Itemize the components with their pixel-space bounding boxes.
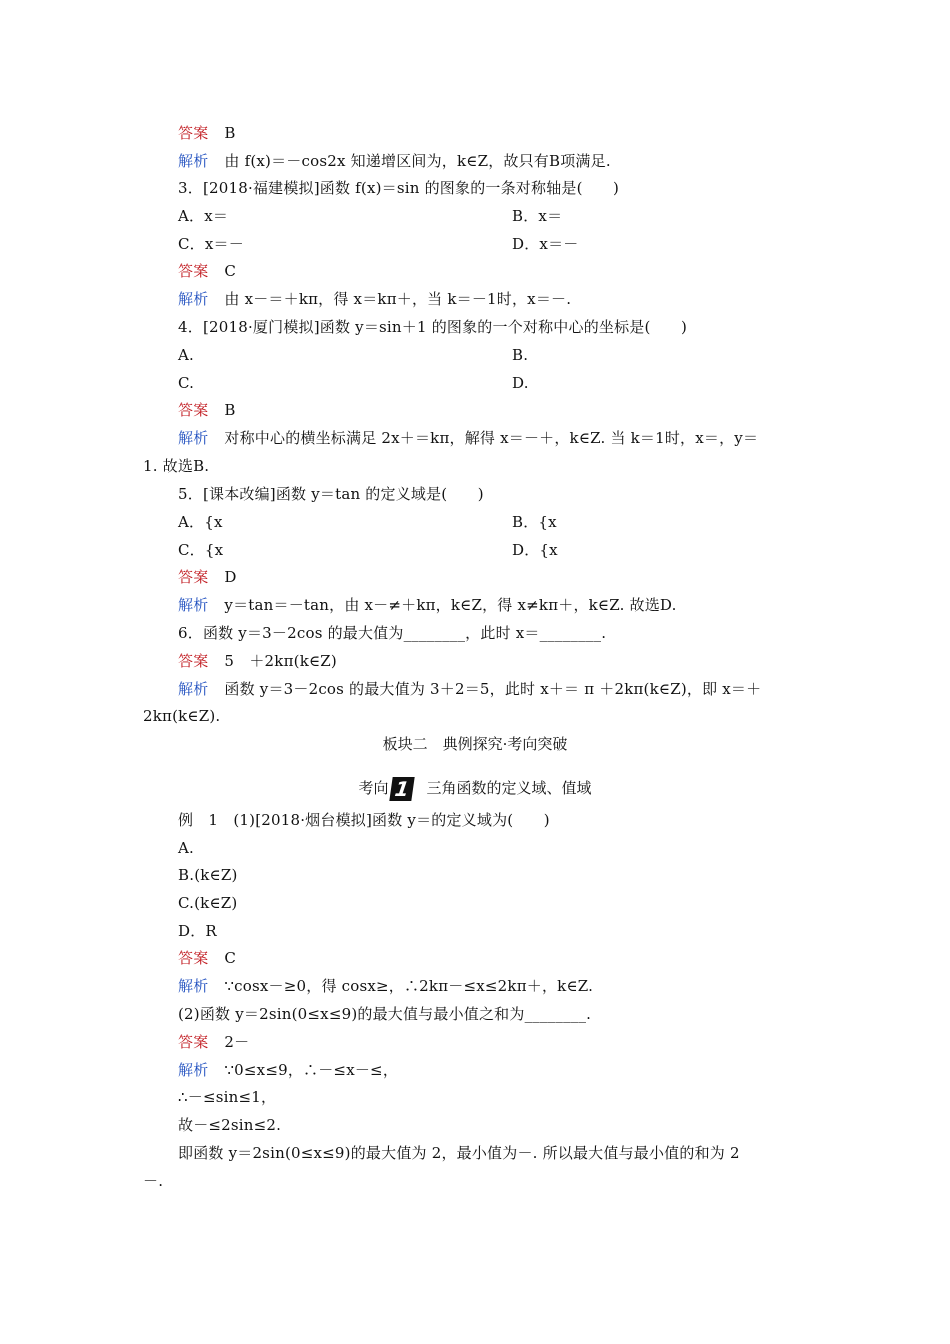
answer-label: 答案 [178, 1033, 209, 1051]
option-b: B.(k∈Z) [178, 866, 238, 884]
continuation-text: 2kπ(k∈Z). [143, 707, 221, 725]
analysis-text: 由 f(x)＝－cos2x 知递增区间为，k∈Z，故只有B项满足. [224, 152, 611, 170]
answer-text: C [224, 262, 237, 280]
analysis-line [178, 289, 571, 309]
answer-label: 答案 [178, 262, 209, 280]
analysis-label: 解析 [178, 152, 209, 170]
continuation-text: 1. 故选B. [143, 457, 210, 475]
answer-text: 5 ＋2kπ(k∈Z) [224, 652, 337, 670]
example-1: 例 1 (1)[2018·烟台模拟]函数 y＝的定义域为( ) [178, 811, 550, 829]
answer-line [178, 651, 337, 671]
answer-text: B [224, 401, 236, 419]
analysis-line [178, 428, 758, 448]
option-d: D．R [178, 922, 217, 940]
answer-text: D [224, 568, 237, 586]
answer-label: 答案 [178, 124, 209, 142]
analysis-line [178, 976, 593, 996]
kaoxiang-prefix: 考向 [358, 779, 389, 797]
answer-line [178, 400, 236, 420]
option-b: B．{x [512, 513, 557, 531]
answer-label: 答案 [178, 652, 209, 670]
option-c: C.(k∈Z) [178, 894, 238, 912]
analysis-text: y＝tan＝－tan，由 x－≠＋kπ，k∈Z，得 x≠kπ＋，k∈Z. 故选D. [224, 596, 677, 614]
option-a: A. [178, 346, 195, 364]
answer-text: C [224, 949, 237, 967]
analysis-label: 解析 [178, 977, 209, 995]
option-a: A. [178, 839, 195, 857]
option-d: D．x＝－ [512, 235, 579, 253]
question-4: 4．[2018·厦门模拟]函数 y＝sin＋1 的图象的一个对称中心的坐标是( ) [178, 318, 688, 336]
example-1-part-2: (2)函数 y＝2sin(0≤x≤9)的最大值与最小值之和为________. [178, 1005, 592, 1023]
option-b: B. [512, 346, 529, 364]
answer-line [178, 261, 236, 281]
analysis-text: 由 x－＝＋kπ，得 x＝kπ＋，当 k＝－1时，x＝－. [224, 290, 572, 308]
option-c: C．{x [178, 541, 224, 559]
solution-step: ∴－≤sin≤1， [178, 1088, 277, 1106]
analysis-text: 函数 y＝3－2cos 的最大值为 3＋2＝5，此时 x＋＝ π ＋2kπ(k∈Z)，即 x＝＋ [224, 680, 762, 698]
analysis-text: ∵0≤x≤9，∴－≤x－≤， [224, 1061, 399, 1079]
answer-text: 2－ [224, 1033, 250, 1051]
answer-line [178, 948, 236, 968]
option-c: C．x＝－ [178, 235, 244, 253]
analysis-line [178, 595, 677, 615]
option-d: D．{x [512, 541, 558, 559]
analysis-text: 对称中心的横坐标满足 2x＋＝kπ，解得 x＝－＋，k∈Z. 当 k＝1时，x＝，y＝ [224, 429, 759, 447]
kaoxiang-heading [0, 777, 950, 801]
question-5: 5．[课本改编]函数 y＝tan 的定义域是( ) [178, 485, 484, 503]
answer-label: 答案 [178, 401, 209, 419]
answer-line [178, 567, 237, 587]
option-a: A．x＝ [178, 207, 229, 225]
solution-step: 故－≤2sin≤2. [178, 1116, 282, 1134]
analysis-label: 解析 [178, 680, 209, 698]
continuation-text: －. [143, 1172, 164, 1190]
kaoxiang-title: 三角函数的定义域、值域 [426, 779, 592, 797]
analysis-label: 解析 [178, 1061, 209, 1079]
option-b: B．x＝ [512, 207, 563, 225]
analysis-text: ∵cosx－≥0，得 cosx≥，∴2kπ－≤x≤2kπ＋，k∈Z. [224, 977, 594, 995]
analysis-line [178, 679, 761, 699]
answer-line [178, 1032, 249, 1052]
answer-line [178, 123, 236, 143]
answer-label: 答案 [178, 949, 209, 967]
kaoxiang-number-badge: 1 [389, 777, 414, 801]
analysis-label: 解析 [178, 290, 209, 308]
answer-text: B [224, 124, 236, 142]
analysis-label: 解析 [178, 429, 209, 447]
option-d: D. [512, 374, 529, 392]
analysis-line [178, 151, 611, 171]
solution-conclusion: 即函数 y＝2sin(0≤x≤9)的最大值为 2，最小值为－. 所以最大值与最小值的和为 2 [178, 1144, 740, 1162]
option-a: A．{x [178, 513, 223, 531]
answer-label: 答案 [178, 568, 209, 586]
analysis-label: 解析 [178, 596, 209, 614]
section-title: 板块二 典例探究·考向突破 [382, 735, 568, 753]
question-3: 3．[2018·福建模拟]函数 f(x)＝sin 的图象的一条对称轴是( ) [178, 179, 620, 197]
analysis-line [178, 1060, 398, 1080]
option-c: C. [178, 374, 195, 392]
question-6: 6．函数 y＝3－2cos 的最大值为________，此时 x＝________. [178, 624, 607, 642]
